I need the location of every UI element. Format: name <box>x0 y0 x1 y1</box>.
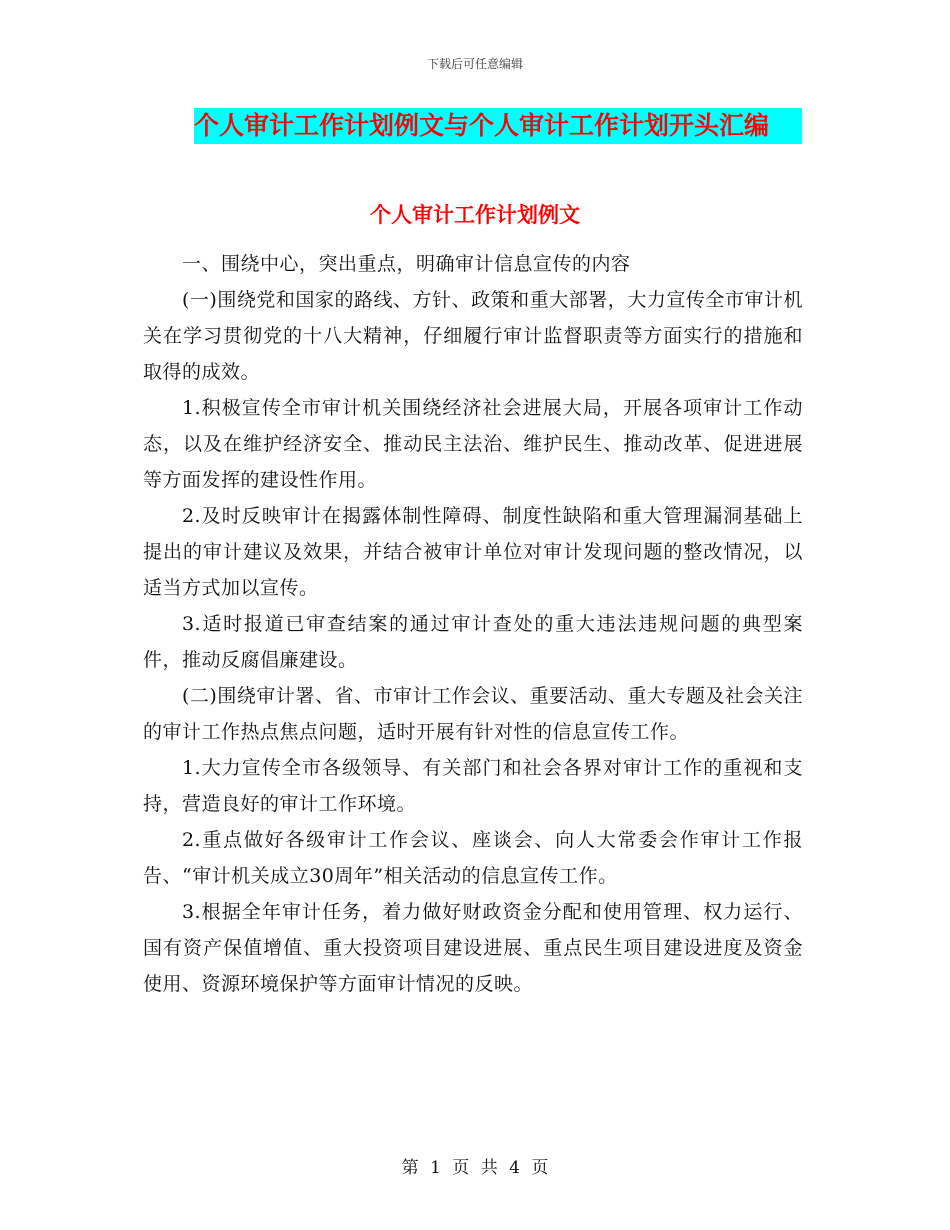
paragraph-item-2-1: 1.大力宣传全市各级领导、有关部门和社会各界对审计工作的重视和支持，营造良好的审计工作环境。 <box>143 757 803 815</box>
paragraph-item-2-2: 2.重点做好各级审计工作会议、座谈会、向人大常委会作审计工作报告、“审计机关成立30周年”相关活动的信息宣传工作。 <box>143 829 803 887</box>
body-text <box>143 246 803 1002</box>
paragraph-item-1-1: 1.积极宣传全市审计机关围绕经济社会进展大局，开展各项审计工作动态，以及在维护经济安全、推动民主法治、维护民生、推动改革、促进进展等方面发挥的建设性作用。 <box>143 397 803 491</box>
document-title-container <box>194 108 802 144</box>
paragraph-heading-1: 一、围绕中心，突出重点，明确审计信息宣传的内容 <box>181 253 631 275</box>
document-title: 个人审计工作计划例文与个人审计工作计划开头汇编 <box>194 108 802 144</box>
paragraph-subheading-1: (一)围绕党和国家的路线、方针、政策和重大部署，大力宣传全市审计机关在学习贯彻党的十八大精神，仔细履行审计监督职责等方面实行的措施和取得的成效。 <box>143 289 803 383</box>
paragraph-subheading-2: (二)围绕审计署、省、市审计工作会议、重要活动、重大专题及社会关注的审计工作热点焦点问题，适时开展有针对性的信息宣传工作。 <box>143 685 803 743</box>
header-note: 下载后可任意编辑 <box>426 57 523 71</box>
section-title: 个人审计工作计划例文 <box>370 202 580 227</box>
paragraph-item-1-3: 3.适时报道已审查结案的通过审计查处的重大违法违规问题的典型案件，推动反腐倡廉建设。 <box>143 613 803 671</box>
page-footer: 第 1 页 共 4 页 <box>401 1158 549 1178</box>
paragraph-item-1-2: 2.及时反映审计在揭露体制性障碍、制度性缺陷和重大管理漏洞基础上提出的审计建议及效果，并结合被审计单位对审计发现问题的整改情况，以适当方式加以宣传。 <box>143 505 803 599</box>
paragraph-item-2-3: 3.根据全年审计任务，着力做好财政资金分配和使用管理、权力运行、国有资产保值增值、重大投资项目建设进展、重点民生项目建设进度及资金使用、资源环境保护等方面审计情况的反映。 <box>143 901 803 995</box>
